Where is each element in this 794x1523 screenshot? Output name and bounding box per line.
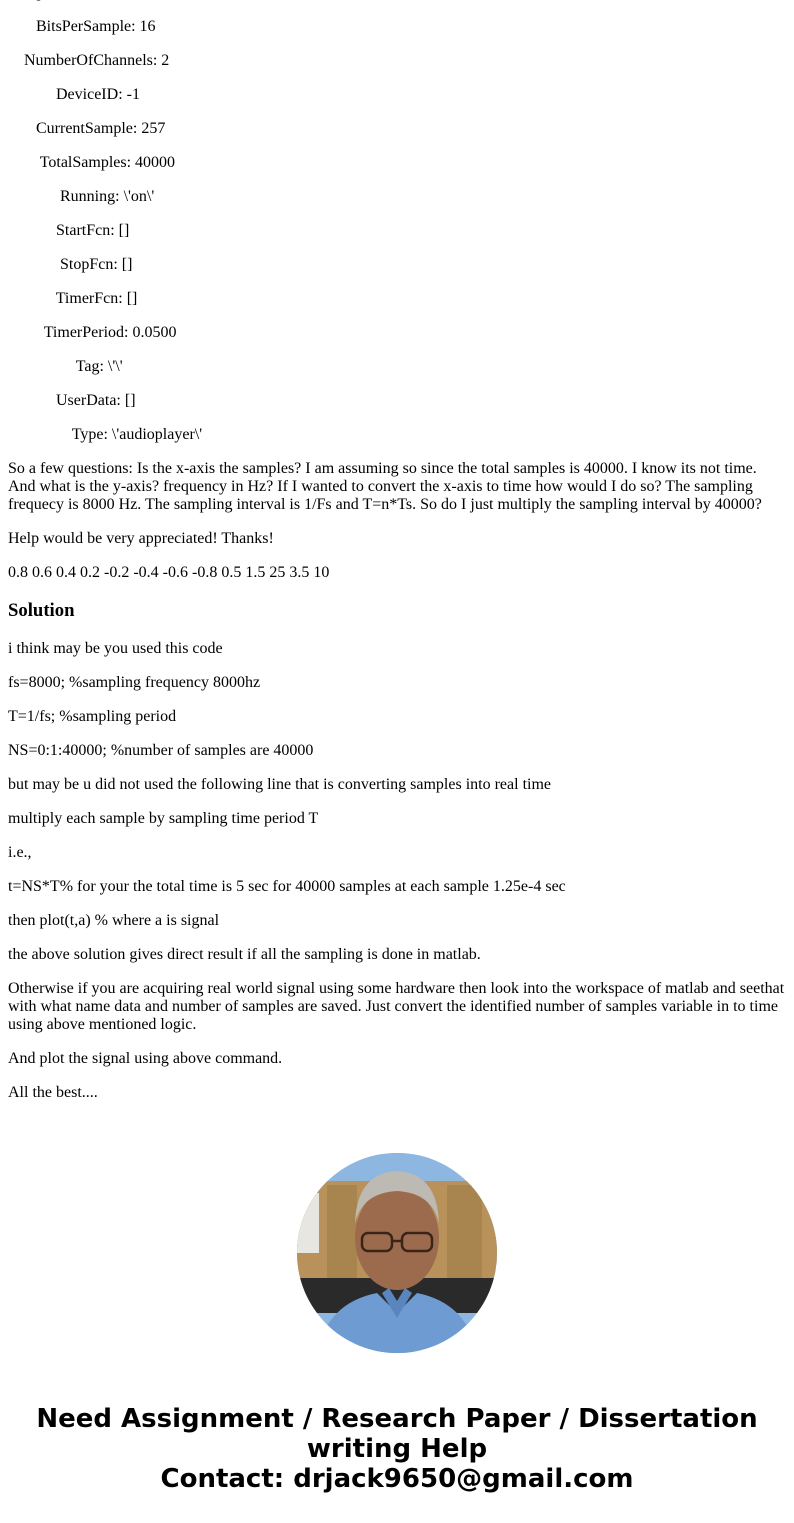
property-line: NumberOfChannels: 2: [24, 52, 170, 69]
cta-contact-email: Contact: drjack9650@gmail.com: [160, 1464, 634, 1494]
solution-code-line: then plot(t,a) % where a is signal: [8, 912, 220, 929]
property-line: Running: \'on\': [60, 188, 155, 205]
solution-code-line: T=1/fs; %sampling period: [8, 708, 177, 725]
property-line: UserData: []: [56, 392, 136, 409]
question-section: [8, 0, 786, 582]
property-line: [8, 0, 786, 2]
solution-heading: Solution: [8, 600, 75, 621]
cta-line-1: Need Assignment / Research Paper / Dissertation: [36, 1404, 758, 1434]
property-line: StopFcn: []: [60, 256, 133, 273]
solution-paragraph: but may be u did not used the following line that is converting samples into real time: [8, 776, 552, 793]
property-line: TimerPeriod: 0.0500: [43, 324, 177, 341]
solution-paragraph: i.e.,: [8, 844, 32, 861]
avatar: [297, 1153, 497, 1353]
page-content: [8, 0, 786, 1118]
question-body: So a few questions: Is the x-axis the samples? I am assuming so since the total samples is 40000. I know its not time. And what is the y-axis? frequency in Hz? If I wanted to convert the x-axis to time how would I do so? The sampling frequecy is 8000 Hz. The sampling interval is 1/Fs and T=n*Ts. So do I just multiply the sampling interval by 40000?: [8, 460, 762, 513]
property-line: Type: \'audioplayer\': [71, 426, 203, 443]
question-thanks: Help would be very appreciated! Thanks!: [8, 530, 274, 547]
axis-values-text: 0.8 0.6 0.4 0.2 -0.2 -0.4 -0.6 -0.8 0.5 1.5 25 3.5 10: [8, 564, 330, 581]
solution-code-line: fs=8000; %sampling frequency 8000hz: [8, 674, 261, 691]
solution-code-line: t=NS*T% for your the total time is 5 sec for 40000 samples at each sample 1.25e-4 sec: [8, 878, 566, 895]
solution-paragraph: And plot the signal using above command.: [8, 1050, 283, 1067]
solution-paragraph: Otherwise if you are acquiring real world signal using some hardware then look into the workspace of matlab and seethat with what name data and number of samples are saved. Just convert the identified number of samples variable in to time using above mentioned logic.: [8, 980, 785, 1033]
solution-paragraph: multiply each sample by sampling time period T: [8, 810, 319, 827]
property-line: DeviceID: -1: [56, 86, 140, 103]
solution-paragraph: i think may be you used this code: [8, 640, 223, 657]
property-line: BitsPerSample: 16: [36, 18, 156, 35]
property-line: CurrentSample: 257: [36, 120, 166, 137]
solution-section: [8, 598, 786, 1102]
property-line: StartFcn: []: [56, 222, 130, 239]
portrait-image: [297, 1153, 497, 1353]
property-line: TimerFcn: []: [55, 290, 138, 307]
contact-banner: [0, 1404, 794, 1494]
solution-code-line: NS=0:1:40000; %number of samples are 40000: [8, 742, 314, 759]
solution-paragraph: the above solution gives direct result if all the sampling is done in matlab.: [8, 946, 481, 963]
property-line: Tag: \'\': [75, 358, 123, 375]
property-line: TotalSamples: 40000: [39, 154, 176, 171]
cta-line-2: writing Help: [306, 1434, 488, 1464]
solution-paragraph: All the best....: [8, 1084, 98, 1101]
